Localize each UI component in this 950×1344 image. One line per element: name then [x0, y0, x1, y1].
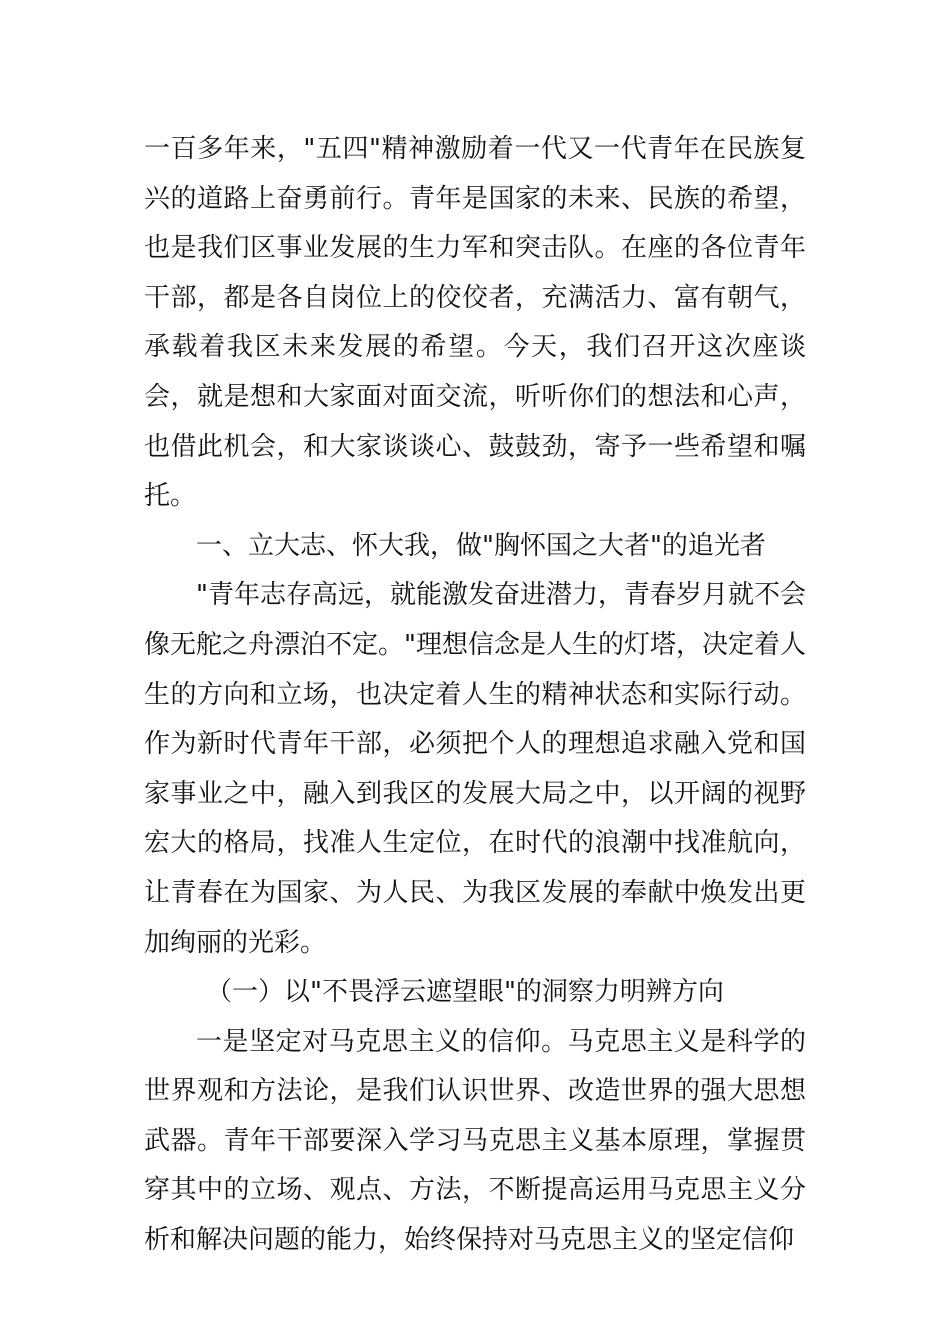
intro-paragraph: 一百多年来，"五四"精神激励着一代又一代青年在民族复兴的道路上奋勇前行。青年是国家的未来、民族的希望，也是我们区事业发展的生力军和突击队。在座的各位青年干部，都是各自岗位上的佼佼者，充满活力、富有朝气，承载着我区未来发展的希望。今天，我们召开这次座谈会，就是想和大家面对面交流，听听你们的想法和心声，也借此机会，和大家谈谈心、鼓鼓劲，寄予一些希望和嘱托。	[144, 134, 806, 512]
section-paragraph: "青年志存高远，就能激发奋进潜力，青春岁月就不会像无舵之舟漂泊不定。"理想信念是人生的灯塔，决定着人生的方向和立场，也决定着人生的精神状态和实际行动。作为新时代青年干部，必须把个人的理想追求融入党和国家事业之中，融入到我区的发展大局之中，以开阔的视野宏大的格局，找准人生定位，在时代的浪潮中找准航向，让青春在为国家、为人民、为我区发展的奉献中焕发出更加绚丽的光彩。	[144, 580, 806, 958]
document-body	[144, 125, 806, 1266]
section-heading: 一、立大志、怀大我，做"胸怀国之大者"的追光者	[196, 530, 766, 561]
subsection-heading: （一）以"不畏浮云遮望眼"的洞察力明辨方向	[206, 977, 724, 1008]
subsection-paragraph: 一是坚定对马克思主义的信仰。马克思主义是科学的世界观和方法论，是我们认识世界、改造世界的强大思想武器。青年干部要深入学习马克思主义基本原理，掌握贯穿其中的立场、观点、方法，不断提高运用马克思主义分析和解决问题的能力，始终保持对马克思主义的坚定信仰	[144, 1026, 806, 1256]
